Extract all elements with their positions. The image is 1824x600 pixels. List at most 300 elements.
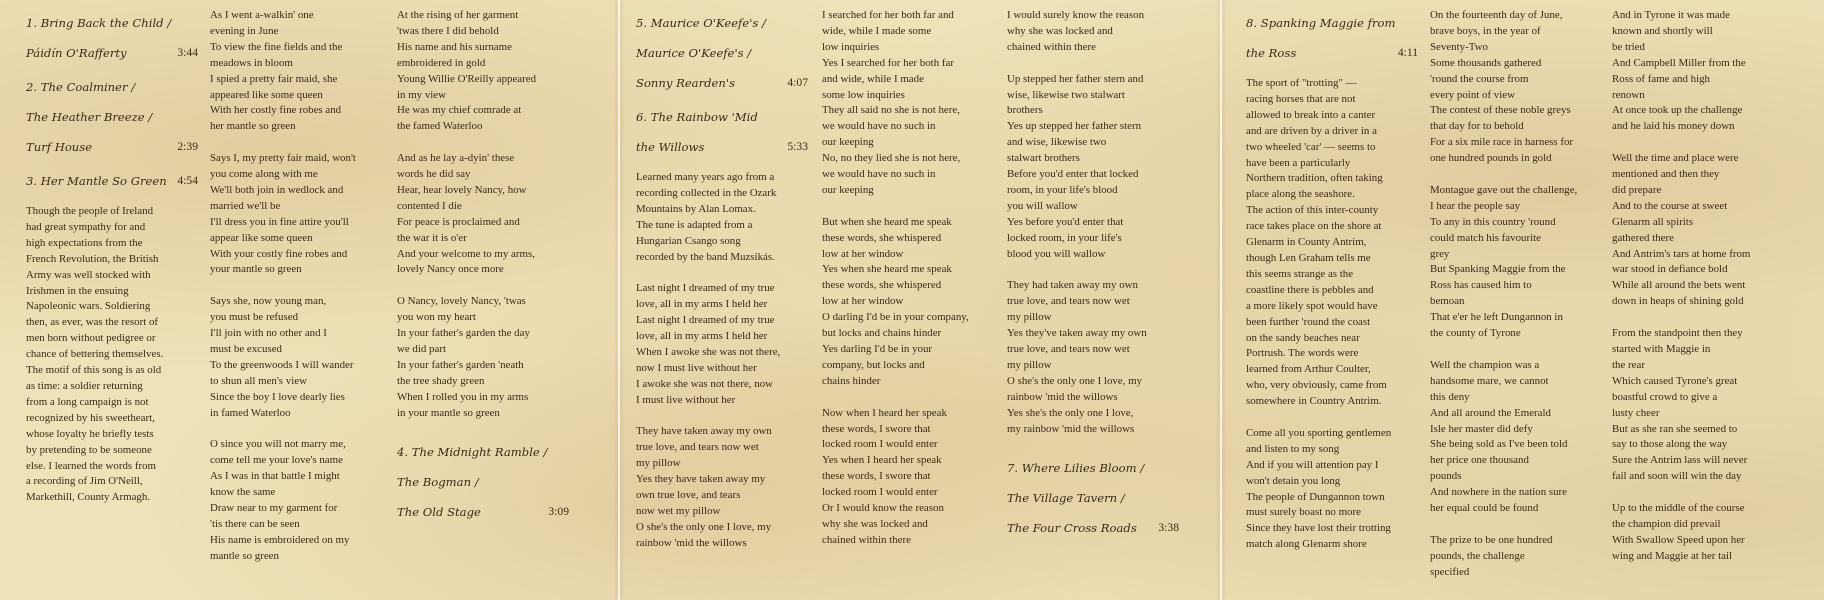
- track-title-line: [26, 166, 198, 196]
- lyric-line: did prepare: [1612, 183, 1662, 196]
- liner-note-line: race takes place on the shore at: [1246, 220, 1382, 233]
- lyric-line: grey: [1430, 247, 1450, 260]
- lyric-line: Up stepped her father stern and: [1007, 72, 1144, 85]
- lyric-line: brave boys, in the year of: [1430, 24, 1541, 37]
- liner-note-line: by pretending to be someone: [26, 443, 152, 456]
- lyric-line: Ross of fame and high: [1612, 72, 1710, 85]
- lyric-line: At the rising of her garment: [397, 9, 519, 21]
- lyric-line: With her costly fine robes and: [210, 104, 342, 117]
- lyric-stanza: [1430, 8, 1608, 167]
- track-title: [636, 8, 808, 98]
- lyric-line: these words, I swore that: [822, 422, 931, 435]
- lyric-line: I searched for her both far and: [822, 9, 954, 21]
- lyric-stanza: [1612, 501, 1794, 565]
- liner-note-line: been further 'round the coast: [1246, 315, 1371, 328]
- lyric-line: Yes when she heard me speak: [822, 263, 952, 276]
- lyric-line: love, all in my arms I held her: [636, 330, 768, 343]
- track-title-line: [397, 467, 569, 497]
- lyric-line: Since the boy I love dearly lies: [210, 390, 345, 403]
- panel1-col1: [26, 8, 198, 522]
- lyric-line: But Spanking Maggie from the: [1430, 263, 1566, 276]
- lyric-line: say to those along the way: [1612, 438, 1728, 451]
- track-title-line: [26, 38, 198, 68]
- track-title-line: [26, 132, 198, 162]
- liner-note-line: The motif of this song is as old: [26, 364, 162, 377]
- lyric-line: In your father's garden the day: [397, 327, 530, 340]
- liner-note-line: as time: a soldier returning: [26, 379, 143, 392]
- track-name: 5. Maurice O'Keefe's /: [636, 16, 766, 30]
- liner-note-line: Learned many years ago from a: [636, 171, 775, 183]
- lyric-line: gathered there: [1612, 231, 1674, 244]
- lyric-line: With Swallow Speed upon her: [1612, 533, 1745, 546]
- lyric-line: we did part: [397, 343, 446, 355]
- lyric-line: you won my heart: [397, 311, 476, 324]
- liner-note-line: whose loyalty he briefly tests: [26, 427, 154, 440]
- lyric-line: On the fourteenth day of June,: [1430, 9, 1563, 21]
- track-name: Páidín O'Rafferty: [26, 46, 127, 60]
- lyric-line: match along Glenarm shore: [1246, 538, 1367, 551]
- lyric-line: His name and his surname: [397, 40, 512, 53]
- lyric-line: Sure the Antrim lass will never: [1612, 454, 1748, 467]
- track-name: 8. Spanking Maggie from: [1246, 16, 1396, 30]
- track-name: 3. Her Mantle So Green: [26, 174, 167, 188]
- lyric-stanza: [1612, 8, 1794, 135]
- lyric-line: At once took up the challenge: [1612, 104, 1743, 117]
- lyric-line: To the greenwoods I will wander: [210, 358, 354, 371]
- liner-note-line: a more likely spot would have: [1246, 299, 1378, 312]
- track-name: Sonny Rearden's: [636, 76, 736, 90]
- lyric-stanza: [1612, 326, 1794, 485]
- lyric-line: won't detain you long: [1246, 474, 1341, 487]
- lyric-line: the champion did prevail: [1612, 517, 1721, 530]
- lyric-line: When I awoke she was not there,: [636, 345, 781, 358]
- lyric-line: When I rolled you in my arms: [397, 390, 529, 403]
- lyric-line: true love, and tears now wet: [1007, 295, 1130, 308]
- lyric-line: must surely boast no more: [1246, 506, 1361, 519]
- lyric-line: For peace is proclaimed and: [397, 215, 520, 228]
- panel3-col3: [1612, 8, 1794, 581]
- lyric-line: But as she ran she seemed to: [1612, 422, 1738, 435]
- lyric-line: Some thousands gathered: [1430, 56, 1542, 69]
- track-title-line: [636, 132, 808, 162]
- liner-note-line: have been a particularly: [1246, 156, 1351, 169]
- lyric-line: the famed Waterloo: [397, 120, 483, 133]
- track-duration: 2:39: [177, 140, 198, 153]
- liner-note-line: had great sympathy for and: [26, 220, 146, 233]
- liner-note-line: this seems strange as the: [1246, 267, 1354, 280]
- lyric-line: Yes she's the only one I love,: [1007, 406, 1134, 419]
- lyric-line: chained within there: [1007, 40, 1096, 53]
- lyric-line: wide, while I made some: [822, 24, 932, 37]
- lyric-line: And your welcome to my arms,: [397, 247, 535, 260]
- lyric-line: Yes before you'd enter that: [1007, 215, 1124, 228]
- lyric-line: Well the time and place were: [1612, 152, 1739, 165]
- track-duration: 5:33: [787, 140, 808, 153]
- lyric-line: Says I, my pretty fair maid, won't: [210, 152, 356, 165]
- lyric-line: our keeping: [822, 183, 874, 196]
- liner-note-line: place along the seashore.: [1246, 188, 1355, 201]
- lyric-line: As I was in that battle I might: [210, 470, 340, 483]
- track-title-line: [26, 8, 198, 38]
- lyric-line: these words, she whispered: [822, 231, 942, 244]
- track-title-line: [26, 102, 198, 132]
- lyric-line: started with Maggie in: [1612, 343, 1711, 355]
- lyric-line: And Campbell Miller from the: [1612, 56, 1746, 69]
- track-duration: 4:11: [1397, 46, 1418, 59]
- lyric-line: Last night I dreamed of my true: [636, 314, 775, 327]
- lyric-stanza: [1430, 533, 1608, 581]
- lyric-line: The contest of these noble greys: [1430, 104, 1571, 117]
- lyric-line: 'round the course from: [1430, 72, 1529, 85]
- track-title: [26, 72, 198, 162]
- liner-note: [26, 204, 198, 506]
- lyric-line: Yes they've taken away my own: [1007, 327, 1147, 340]
- liner-note-line: recording collected in the Ozark: [636, 186, 777, 199]
- track-title: [1246, 8, 1418, 68]
- track-name: The Old Stage: [397, 505, 481, 520]
- lyric-line: As I went a-walkin' one: [210, 9, 314, 21]
- lyric-line: renown: [1612, 88, 1645, 101]
- lyric-line: and he laid his money down: [1612, 120, 1735, 133]
- lyric-stanza: [1007, 278, 1179, 437]
- lyric-line: 'twas there I did behold: [397, 24, 499, 37]
- lyric-line: The people of Dungannon town: [1246, 490, 1385, 503]
- lyric-line: wing and Maggie at her tail: [1612, 549, 1733, 562]
- lyric-line: these words, she whispered: [822, 279, 942, 292]
- track-title-line: [636, 8, 808, 38]
- panel2-col1: [636, 8, 808, 568]
- lyric-line: I'll dress you in fine attire you'll: [210, 215, 349, 228]
- lyric-line: And if you will attention pay I: [1246, 458, 1379, 471]
- lyric-stanza: [210, 151, 386, 278]
- liner-note: [636, 170, 808, 265]
- lyric-line: my rainbow 'mid the willows: [1007, 422, 1135, 435]
- track-name: 7. Where Lilies Bloom /: [1007, 461, 1145, 476]
- lyric-line: some low inquiries: [822, 88, 905, 101]
- lyric-line: chains hinder: [822, 374, 881, 387]
- lyric-line: come tell me your love's name: [210, 454, 343, 467]
- lyric-line: He was my chief comrade at: [397, 104, 522, 117]
- liner-note-line: two wheeled 'car' — seems to: [1246, 140, 1376, 153]
- lyric-stanza: [1007, 72, 1179, 263]
- track-title-line: [1007, 483, 1179, 513]
- liner-note-line: who, very obviously, came from: [1246, 379, 1387, 392]
- lyric-line: locked room I would enter: [822, 486, 938, 499]
- lyric-line: For a six mile race in harness for: [1430, 136, 1574, 149]
- panel-fold-2: [1220, 0, 1222, 600]
- lyric-line: His name is embroidered on my: [210, 533, 350, 546]
- lyric-line: We'll both join in wedlock and: [210, 183, 344, 196]
- liner-note-line: The tune is adapted from a: [636, 218, 753, 231]
- lyric-line: her mantle so green: [210, 120, 296, 133]
- lyric-line: meadows in bloom: [210, 56, 293, 69]
- lyric-line: we would have no such in: [822, 120, 936, 133]
- lyric-line: specified: [1430, 565, 1470, 578]
- track-title-line: [1007, 453, 1179, 483]
- track-title-line: [636, 102, 808, 132]
- lyric-line: appeared like some queen: [210, 88, 323, 101]
- lyric-line: And all around the Emerald: [1430, 406, 1551, 419]
- liner-note-line: racing horses that are not: [1246, 92, 1356, 105]
- lyric-line: I hear the people say: [1430, 199, 1521, 212]
- lyric-line: rainbow 'mid the willows: [636, 536, 747, 549]
- lyric-line: To view the fine fields and the: [210, 40, 343, 53]
- lyric-line: They have taken away my own: [636, 425, 772, 438]
- lyric-line: And to the course at sweet: [1612, 199, 1728, 212]
- lyric-line: my pillow: [1007, 311, 1052, 324]
- lyric-line: wise, likewise two stalwart: [1007, 88, 1125, 101]
- panel3-col1: [1246, 8, 1418, 569]
- panel1-col2: [210, 8, 386, 581]
- lyric-line: Well the champion was a: [1430, 358, 1540, 371]
- liner-note-line: Army was well stocked with: [26, 268, 151, 281]
- liner-note-line: coastline there is pebbles and: [1246, 283, 1374, 296]
- liner-note-line: though Len Graham tells me: [1246, 251, 1371, 264]
- lyric-line: Before you'd enter that locked: [1007, 168, 1139, 181]
- lyric-line: true love, and tears now wet: [1007, 343, 1130, 355]
- lyric-line: to shun all men's view: [210, 374, 307, 387]
- lyric-line: And nowhere in the nation sure: [1430, 486, 1568, 499]
- lyric-line: No, no they lied she is not here,: [822, 152, 961, 165]
- lyric-line: my pillow: [636, 457, 681, 470]
- lyric-line: blood you will wallow: [1007, 247, 1106, 260]
- lyric-line: war stood in defiance bold: [1612, 263, 1728, 276]
- lyric-line: The prize to be one hundred: [1430, 533, 1553, 546]
- lyric-line: lusty cheer: [1612, 406, 1660, 419]
- track-name: Turf House: [26, 140, 93, 154]
- lyric-line: Last night I dreamed of my true: [636, 282, 775, 295]
- lyric-line: I spied a pretty fair maid, she: [210, 72, 338, 85]
- lyric-line: love, all in my arms I held her: [636, 298, 768, 311]
- lyric-line: bemoan: [1430, 295, 1465, 308]
- lyric-line: you must be refused: [210, 311, 299, 324]
- lyric-line: locked room, in your life's: [1007, 231, 1122, 244]
- lyric-line: Up to the middle of the course: [1612, 502, 1745, 515]
- lyric-stanza: [210, 294, 386, 421]
- lyric-line: you come along with me: [210, 168, 318, 181]
- lyric-line: in my view: [397, 88, 447, 101]
- lyric-line: lovely Nancy once more: [397, 263, 504, 276]
- track-name: the Willows: [636, 140, 705, 154]
- track-duration: 3:09: [548, 505, 569, 519]
- lyric-line: Come all you sporting gentlemen: [1246, 426, 1392, 439]
- lyric-line: low at her window: [822, 295, 904, 308]
- lyric-line: why she was locked and: [822, 517, 928, 530]
- track-title-line: [1246, 38, 1418, 68]
- track-title: [1007, 453, 1179, 543]
- track-name: The Bogman /: [397, 475, 479, 490]
- lyric-line: I awoke she was not there, now: [636, 377, 773, 390]
- liner-note-line: Northern tradition, often taking: [1246, 172, 1383, 185]
- lyric-line: know the same: [210, 486, 276, 499]
- lyric-line: now wet my pillow: [636, 505, 721, 517]
- lyric-line: her equal could be found: [1430, 502, 1539, 515]
- lyric-line: the county of Tyrone: [1430, 327, 1521, 340]
- lyric-line: the war it is o'er: [397, 231, 467, 244]
- lyric-line: chained within there: [822, 533, 911, 546]
- lyric-line: In your father's garden 'neath: [397, 358, 524, 371]
- lyric-line: mentioned and then they: [1612, 168, 1720, 181]
- panel2-col2: [822, 8, 1000, 565]
- lyric-line: Yes up stepped her father stern: [1007, 120, 1142, 133]
- lyric-stanza: [210, 8, 386, 135]
- lyric-line: in famed Waterloo: [210, 406, 291, 419]
- lyric-line: Since they have lost their trotting: [1246, 522, 1391, 535]
- liner-note-line: and are driven by a driver in a: [1246, 124, 1377, 137]
- lyric-line: handsome mare, we cannot: [1430, 374, 1549, 387]
- liner-note-line: Napoleonic wars. Soldiering: [26, 300, 151, 313]
- lyric-line: own true love, and tears: [636, 489, 741, 502]
- liner-note-line: Though the people of Ireland: [26, 205, 154, 217]
- track-title-line: [397, 497, 569, 527]
- lyric-line: Young Willie O'Reilly appeared: [397, 72, 537, 85]
- lyric-line: Isle her master did defy: [1430, 422, 1533, 435]
- lyric-line: boastful crowd to give a: [1612, 390, 1718, 403]
- lyric-line: the rear: [1612, 358, 1645, 371]
- lyric-line: And Antrim's tars at home from: [1612, 247, 1751, 260]
- lyric-line: Glenarm all spirits: [1612, 215, 1694, 228]
- track-title: [26, 8, 198, 68]
- liner-note-line: else. I learned the words from: [26, 459, 157, 472]
- lyric-stanza: [1612, 151, 1794, 310]
- track-name: 1. Bring Back the Child /: [26, 16, 172, 30]
- lyric-line: Ross has caused him to: [1430, 279, 1532, 292]
- lyric-line: Now when I heard her speak: [822, 406, 947, 419]
- panel2-col3: [1007, 8, 1179, 547]
- lyric-line: And as he lay a-dyin' these: [397, 152, 515, 165]
- track-duration: 3:44: [177, 46, 198, 59]
- lyric-line: Says she, now young man,: [210, 295, 327, 308]
- liner-note-line: then, as ever, was the resort of: [26, 316, 159, 329]
- lyric-line: They had taken away my own: [1007, 279, 1138, 292]
- lyric-line: mantle so green: [210, 549, 279, 562]
- lyric-line: and wide, while I made: [822, 72, 924, 85]
- lyric-line: and listen to my song: [1246, 442, 1340, 455]
- lyric-line: down in heaps of shining gold: [1612, 295, 1744, 308]
- lyric-line: That e'er he left Dungannon in: [1430, 311, 1563, 324]
- lyric-stanza: [636, 424, 808, 551]
- lyric-stanza: [822, 406, 1000, 549]
- track-duration: 3:38: [1158, 521, 1179, 535]
- lyric-line: brothers: [1007, 104, 1043, 117]
- lyric-line: To any in this country 'round: [1430, 215, 1556, 228]
- liner-note-line: chance of bettering themselves.: [26, 348, 164, 361]
- track-title: [26, 166, 198, 196]
- lyric-line: Montague gave out the challenge,: [1430, 183, 1578, 196]
- track-name: 2. The Coalminer /: [26, 80, 136, 94]
- liner-note-line: high expectations from the: [26, 236, 143, 249]
- lyric-line: company, but locks and: [822, 358, 925, 371]
- lyric-line: From the standpoint then they: [1612, 327, 1743, 340]
- lyric-line: her price one thousand: [1430, 454, 1529, 467]
- lyric-line: contented I die: [397, 199, 462, 212]
- lyric-line: O she's the only one I love, my: [636, 520, 772, 533]
- lyric-line: but locks and chains hinder: [822, 327, 942, 340]
- lyric-line: O since you will not marry me,: [210, 438, 346, 451]
- liner-note-line: Markethill, County Armagh.: [26, 491, 151, 504]
- track-name: The Four Cross Roads: [1007, 521, 1137, 536]
- lyric-line: we would have no such in: [822, 168, 936, 181]
- lyric-line: every point of view: [1430, 88, 1515, 101]
- lyric-line: fail and soon will win the day: [1612, 470, 1742, 483]
- liner-note-line: learned from Arthur Coulter,: [1246, 363, 1371, 376]
- liner-note-line: Hungarian Csango song: [636, 234, 741, 247]
- track-title-line: [1007, 513, 1179, 543]
- lyric-line: in your mantle so green: [397, 406, 500, 419]
- lyric-line: evening in June: [210, 24, 279, 37]
- track-title-line: [26, 72, 198, 102]
- lyric-line: known and shortly will: [1612, 24, 1713, 37]
- track-name: The Heather Breeze /: [26, 110, 153, 124]
- track-duration: 4:07: [787, 76, 808, 89]
- lyric-line: I would surely know the reason: [1007, 9, 1145, 21]
- lyric-line: They all said no she is not here,: [822, 104, 960, 117]
- lyric-line: be tried: [1612, 40, 1645, 53]
- liner-note-line: from a long campaign is not: [26, 395, 149, 408]
- lyric-stanza: [397, 294, 569, 421]
- panel3-col2: [1430, 8, 1608, 596]
- lyric-line: Yes darling I'd be in your: [822, 343, 933, 356]
- lyric-stanza: [397, 8, 569, 135]
- track-title-line: [397, 437, 569, 467]
- track-name: The Village Tavern /: [1007, 491, 1125, 506]
- lyric-stanza: [822, 8, 1000, 199]
- lyric-line: and wise, likewise two: [1007, 136, 1107, 149]
- lyric-line: one hundred pounds in gold: [1430, 152, 1552, 165]
- lyric-line: Or I would know the reason: [822, 502, 944, 515]
- lyric-line: true love, and tears now wet: [636, 441, 759, 454]
- lyric-line: O she's the only one I love, my: [1007, 374, 1143, 387]
- lyric-line: And in Tyrone it was made: [1612, 9, 1730, 21]
- liner-note-line: recorded by the band Muzsikás.: [636, 250, 775, 263]
- liner-note-line: somewhere in Country Antrim.: [1246, 395, 1382, 408]
- lyric-stanza: [1430, 358, 1608, 517]
- lyric-line: pounds: [1430, 470, 1462, 483]
- lyric-line: these words, I swore that: [822, 470, 931, 483]
- lyric-line: could match his favourite: [1430, 231, 1541, 244]
- panel-fold-1: [618, 0, 620, 600]
- lyric-line: my pillow: [1007, 358, 1052, 371]
- lyric-line: now I must live without her: [636, 361, 757, 374]
- lyric-line: this deny: [1430, 390, 1470, 403]
- lyric-stanza: [1246, 426, 1418, 553]
- lyric-stanza: [636, 281, 808, 408]
- liner-note-line: The sport of "trotting" —: [1246, 77, 1357, 89]
- lyric-line: the tree shady green: [397, 374, 485, 387]
- liner-note-line: Irishmen in the ensuing: [26, 284, 129, 297]
- track-title-line: [636, 68, 808, 98]
- liner-note: [1246, 76, 1418, 410]
- lyric-line: you will wallow: [1007, 199, 1078, 212]
- track-title-line: [1246, 8, 1418, 38]
- lyric-stanza: [397, 151, 569, 278]
- liner-note-line: recognized by his sweetheart,: [26, 411, 155, 424]
- lyric-line: room, in your life's blood: [1007, 183, 1118, 196]
- liner-note-line: The action of this inter-county: [1246, 204, 1379, 217]
- track-name: Maurice O'Keefe's /: [636, 46, 752, 60]
- lyric-line: why she was locked and: [1007, 24, 1113, 37]
- lyric-line: Yes I searched for her both far: [822, 56, 954, 69]
- liner-note-line: allowed to break into a canter: [1246, 108, 1376, 121]
- track-name: the Ross: [1246, 46, 1297, 60]
- lyric-line: Yes when I heard her speak: [822, 454, 942, 467]
- lyric-line: our keeping: [822, 136, 874, 149]
- liner-note-line: men born without pedigree or: [26, 332, 156, 345]
- lyric-stanza: [1007, 8, 1179, 56]
- track-title: [397, 437, 569, 527]
- liner-note-line: Glenarm in County Antrim,: [1246, 236, 1367, 249]
- lyric-line: that day for to behold: [1430, 120, 1524, 133]
